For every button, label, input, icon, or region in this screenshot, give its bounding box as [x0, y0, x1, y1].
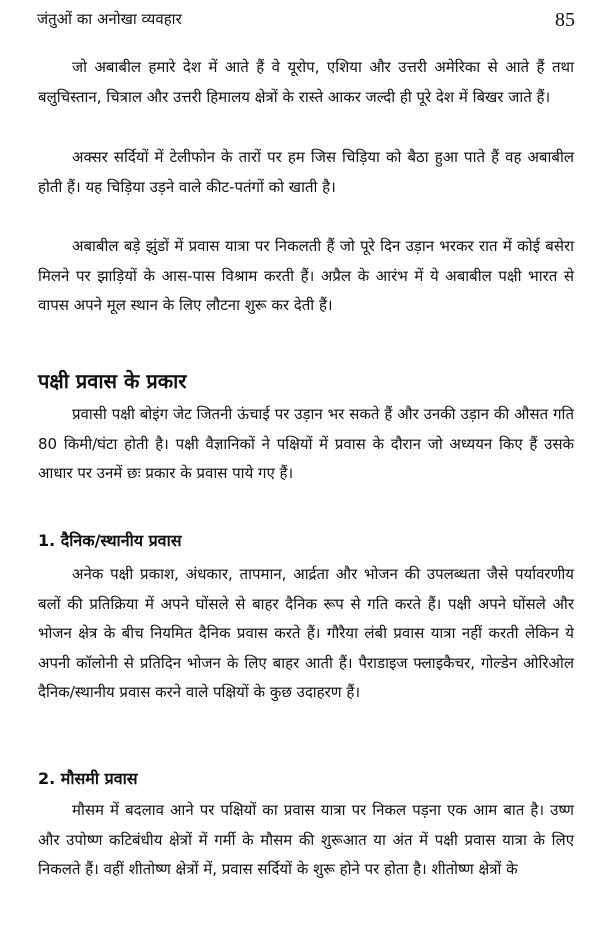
running-head-title: जंतुओं का अनोखा व्यवहार [37, 10, 182, 28]
section-heading: पक्षी प्रवास के प्रकार [38, 369, 187, 393]
subsection-text-seasonal: मौसम में बदलाव आने पर पक्षियों का प्रवास यात्रा पर निकल पड़ना एक आम बात है। उष्ण और उपोष्ण कटिबंधीय क्षेत्रों में गर्मी के मौसम की शुरूआत या अंत में पक्षी प्रवास यात्रा के लिए निकलते हैं। वहीं शीतोष्ण क्षेत्रों में, प्रवास सर्दियों के शुरू होने पर होता है। शीतोष्ण क्षेत्रों के [38, 801, 574, 879]
subsection-text-daily-local: अनेक पक्षी प्रकाश, अंधकार, तापमान, आर्द्रता और भोजन की उपलब्धता जैसे पर्यावरणीय बलों की प्रतिक्रिया में अपने घोंसले से बाहर दैनिक रूप से गति करते हैं। पक्षी अपने घोंसले और भोजन क्षेत्र के बीच नियमित दैनिक प्रवास करते हैं। गौरैया लंबी प्रवास यात्रा नहीं करती लेकिन ये अपनी कॉलोनी से प्रतिदिन भोजन के लिए बाहर आती हैं। पैराडाइज फ्लाइकैचर, गोल्डेन ओरिओल दैनिक/स्थानीय प्रवास करने वाले पक्षियों के कुछ उदाहरण हैं। [38, 565, 574, 702]
section-intro-paragraph: प्रवासी पक्षी बोइंग जेट जितनी ऊंचाई पर उड़ान भर सकते हैं और उनकी उड़ान की औसत गति 80 किमी/घंटा होती है। पक्षी वैज्ञानिकों ने पक्षियों में प्रवास के दौरान जो अध्ययन किए हैं उसके आधार पर उनमें छः प्रकार के प्रवास पाये गए हैं। [38, 405, 574, 483]
paragraph-swallow-telephone-wires: अक्सर सर्दियों में टेलीफोन के तारों पर हम जिस चिड़िया को बैठा हुआ पाते हैं वह अबाबील होती हैं। यह चिड़िया उड़ने वाले कीट-पतंगों को खाती है। [38, 148, 574, 196]
paragraph-swallow-origin: जो अबाबील हमारे देश में आते हैं वे यूरोप, एशिया और उत्तरी अमेरिका से आते हैं तथा बलुचिस्तान, चित्राल और उत्तरी हिमालय क्षेत्रों के रास्ते आकर जल्दी ही पूरे देश में बिखर जाते हैं। [38, 58, 574, 106]
page-number: 85 [555, 9, 575, 31]
paragraph-swallow-flocks: अबाबील बड़े झुंडों में प्रवास यात्रा पर निकलती हैं जो पूरे दिन उड़ान भरकर रात में कोई बसेरा मिलने पर झाड़ियों के आस-पास विश्राम करती हैं। अप्रैल के आरंभ में ये अबाबील पक्षी भारत से वापस अपने मूल स्थान के लिए लौटना शुरू कर देती हैं। [38, 237, 574, 315]
subsection-heading-seasonal: 2. मौसमी प्रवास [38, 769, 138, 788]
subsection-heading-daily-local: 1. दैनिक/स्थानीय प्रवास [38, 531, 182, 550]
